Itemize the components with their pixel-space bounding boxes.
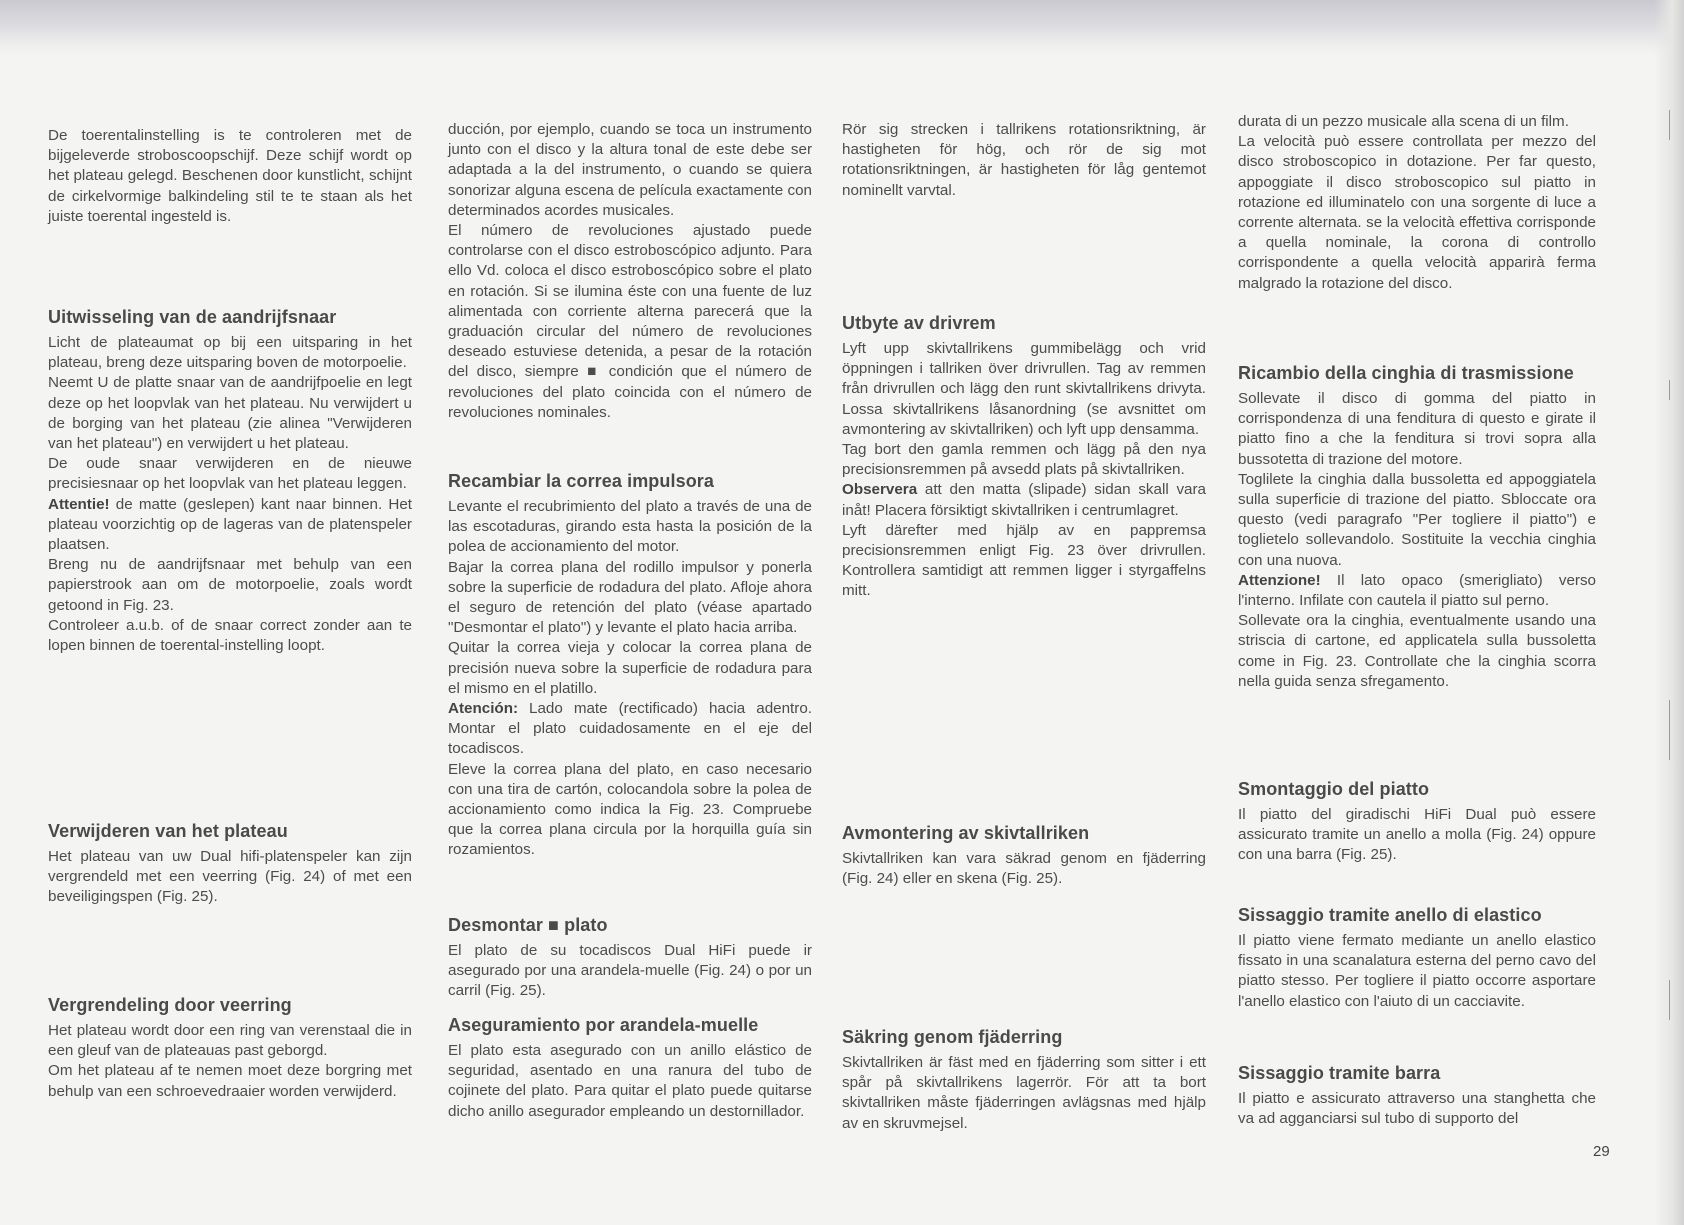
section-remove-platter — [48, 820, 412, 908]
edge-mark — [1669, 980, 1670, 1020]
page-right-edge — [1654, 0, 1684, 1225]
paragraph: Rör sig strecken i tallrikens rotationsriktning, är hastigheten för hög, och rör de sig mot rotationsriktningen, är hastigheten för låg gentemot nominellt varvtal. — [842, 121, 1206, 199]
section-heading: Avmontering av skivtallriken — [842, 823, 1090, 843]
paragraph: Sollevate ora la cinghia, eventualmente usando una striscia di cartone, ed applicatela sulla bussoletta come in Fig. 23. Controllate che la cinghia scorra nella guida senza sfregamento. — [1238, 612, 1596, 690]
intro-block — [48, 126, 412, 227]
intro-block — [1238, 112, 1596, 294]
paragraph: Lyft upp skivtallrikens gummibelägg och vrid öppningen i tallriken över drivrullen. Tag av remmen från drivrullen och lägg den runt skivtallrikens drivyta. Lossa skivtallrikens låsanordning (se avsnittet om avmontering av skivtallriken) och lyft upp densamma. — [842, 340, 1206, 438]
section-bar-lock — [1238, 1062, 1596, 1129]
paragraph: Il piatto e assicurato attraverso una stanghetta che va ad agganciarsi sul tubo di supporto del — [1238, 1090, 1596, 1128]
section-spring-ring — [48, 994, 412, 1102]
section-heading: Ricambio della cinghia di trasmissione — [1238, 363, 1574, 383]
section-heading: Desmontar ■ plato — [448, 915, 608, 935]
paragraph: Om het plateau af te nemen moet deze borgring met behulp van een schroevedraaier worden verwijderd. — [48, 1062, 412, 1100]
paragraph: Toglilete la cinghia dalla bussoletta ed appoggiatela sulla superficie di trazione del piatto. Sbloccate ora questo (vedi paragrafo "Per togliere il piatto") e toglietelo sollevandolo. Sostituite la vecchia cinghia con una nuova. — [1238, 470, 1596, 569]
paragraph — [48, 495, 412, 556]
warning-label: Attentie! — [48, 495, 110, 513]
paragraph: Quitar la correa vieja y colocar la correa plana de precisión nueva sobre la superficie de rodadura para el mismo en el platillo. — [448, 639, 812, 697]
section-heading: Aseguramiento por arandela-muelle — [448, 1015, 759, 1035]
paragraph-text: att den matta (slipade) sidan skall vara inåt! Placera försiktigt skivtallriken i centrumlagret. — [842, 481, 1206, 519]
paragraph: Lyft därefter med hjälp av en pappremsa precisionsremmen enligt Fig. 23 över drivrullen. Kontrollera samtidigt att remmen ligger i styrgaffelns mitt. — [842, 521, 1206, 600]
intro-block — [842, 120, 1206, 201]
paragraph: Breng nu de aandrijfsnaar met behulp van een papierstrook aan om de motorpoelie, zoals wordt getoond in Fig. 23. — [48, 556, 412, 614]
paragraph: Il piatto viene fermato mediante un anello elastico fissato in una scanalatura esterna del perno cavo del piatto stesso. Per togliere il piatto occorre asportare l'anello elastico con l'aiuto di un cacciavite. — [1238, 932, 1596, 1010]
paragraph: La velocità può essere controllata per mezzo del disco stroboscopico in dotazione. Per far questo, appoggiate il disco stroboscopico sul piatto in rotazione ed illuminatelo con una sorgente di luce a corrente alternata. se la velocità effettiva corrisponde a quella nominale, la corona di controllo corrispondente a quella velocità apparirà ferma malgrado la rotazione del disco. — [1238, 133, 1596, 292]
warning-label: Atención: — [448, 700, 519, 718]
section-spring-ring — [842, 1026, 1206, 1134]
section-drive-belt — [842, 312, 1206, 602]
section-remove-platter — [448, 914, 812, 1002]
page-number: 29 — [1593, 1143, 1610, 1160]
warning-label: Observera — [842, 481, 918, 499]
paragraph: El plato de su tocadiscos Dual HiFi puede ir asegurado por una arandela-muelle (Fig. 24) o por un carril (Fig. 25). — [448, 942, 812, 1000]
edge-mark — [1669, 380, 1670, 400]
section-remove-platter — [842, 822, 1206, 889]
section-drive-belt — [448, 470, 812, 861]
paragraph: El plato esta asegurado con un anillo elástico de seguridad, asentado en una ranura del tubo de cojinete del plato. Para quitar el plato puede quitarse dicho anillo asegurador empleando un destornillador. — [448, 1042, 812, 1120]
paragraph: Bajar la correa plana del rodillo impulsor y ponerla sobre la superficie de rodadura del plato. Afloje ahora el seguro de retención del plato (véase apartado "Desmontar el plato") y levante el plato hacia arriba. — [448, 558, 812, 637]
section-heading: Verwijderen van het plateau — [48, 821, 288, 841]
paragraph: De toerentalinstelling is te controleren met de bijgeleverde stroboscoopschijf. Deze schijf wordt op het plateau gelegd. Beschenen door kunstlicht, schijnt de cirkelvormige balkindeling stil te te staan als het juiste toerental ingesteld is. — [48, 127, 412, 225]
section-spring-ring — [448, 1014, 812, 1122]
edge-mark — [1669, 110, 1670, 140]
edge-mark — [1669, 700, 1670, 760]
section-drive-belt — [48, 306, 412, 656]
paragraph: Il piatto del giradischi HiFi Dual può essere assicurato tramite un anello a molla (Fig. 24) oppure con una barra (Fig. 25). — [1238, 806, 1596, 864]
paragraph: Tag bort den gamla remmen och lägg på den nya precisionsremmen på avsedd plats på skivtallriken. — [842, 441, 1206, 479]
paragraph — [842, 480, 1206, 520]
paragraph: Het plateau wordt door een ring van verenstaal die in een gleuf van de plateauas past geborgd. — [48, 1022, 412, 1060]
paragraph: El número de revoluciones ajustado puede controlarse con el disco estroboscópico adjunto. Para ello Vd. coloca el disco estroboscópico sobre el plato en rotación. Si se ilumina éste con una fuente de luz alimentada con corriente alterna parecerá que la graduación circular del número de revoluciones deseado estuviese detenida, a pesar de la rotación del disco, siempre ■ condición que el número de revoluciones del plato coincida con el número de revoluciones nominales. — [448, 222, 812, 421]
paragraph-text: de matte (geslepen) kant naar binnen. Het plateau voorzichtig op de lageras van de platenspeler plaatsen. — [48, 495, 412, 554]
paragraph: Levante el recubrimiento del plato a través de una de las escotaduras, girando esta hasta la posición de la polea de accionamiento del motor. — [448, 498, 812, 556]
section-heading: Utbyte av drivrem — [842, 313, 996, 333]
paragraph: Licht de plateaumat op bij een uitsparing in het plateau, breng deze uitsparing boven de motorpoelie. — [48, 334, 412, 372]
section-heading: Smontaggio del piatto — [1238, 779, 1430, 799]
paragraph: Eleve la correa plana del plato, en caso necesario con una tira de cartón, colocandola sobre la polea de accionamiento como indica la Fig. 23. Compruebe que la correa plana circula por la horquilla guía sin rozamientos. — [448, 760, 812, 859]
paragraph: Neemt U de platte snaar van de aandrijfpoelie en legt deze op het loopvlak van het plateau. Nu verwijdert u de borging van het plateau (zie alinea "Verwijderen van het plateau") en verwijdert u het plateau. — [48, 374, 412, 453]
intro-block — [448, 120, 812, 423]
section-heading: Sissaggio tramite anello di elastico — [1238, 905, 1542, 925]
paragraph: Sollevate il disco di gomma del piatto in corrispondenza di una fenditura di questo e girate il piatto fino a che la fenditura si trovi sopra alla bussotetta di trazione del motore. — [1238, 390, 1596, 468]
paragraph: durata di un pezzo musicale alla scena di un film. — [1238, 113, 1569, 130]
paragraph: Skivtallriken är fäst med en fjäderring som sitter i ett spår på skivtallrikens lagerrör. För att ta bort skivtallriken måste fjäderringen avlägsnas med hjälp av en skruvmejsel. — [842, 1054, 1206, 1132]
paragraph: De oude snaar verwijderen en de nieuwe precisiesnaar op het loopvlak van het plateau leggen. — [48, 455, 412, 493]
paragraph: Het plateau van uw Dual hifi-platenspeler kan zijn vergrendeld met een veerring (Fig. 24) of met een beveiligingspen (Fig. 25). — [48, 848, 412, 906]
paragraph-text: Il lato opaco (smerigliato) verso l'interno. Infilate con cautela il piatto sul perno. — [1238, 571, 1596, 610]
page-top-shadow — [0, 0, 1684, 56]
section-drive-belt — [1238, 362, 1596, 692]
paragraph — [1238, 571, 1596, 611]
paragraph-text: Lado mate (rectificado) hacia adentro. Montar el plato cuidadosamente en el eje del tocadiscos. — [448, 700, 812, 758]
section-remove-platter — [1238, 778, 1596, 866]
paragraph: Controleer a.u.b. of de snaar correct zonder aan te lopen binnen de toerental-instelling loopt. — [48, 616, 412, 655]
paragraph — [448, 699, 812, 760]
section-heading: Sissaggio tramite barra — [1238, 1063, 1441, 1083]
section-heading: Uitwisseling van de aandrijfsnaar — [48, 307, 337, 327]
section-heading: Säkring genom fjäderring — [842, 1027, 1063, 1047]
section-heading: Vergrendeling door veerring — [48, 995, 292, 1015]
warning-label: Attenzione! — [1238, 571, 1321, 589]
paragraph: ducción, por ejemplo, cuando se toca un instrumento junto con el disco y la altura tonal de este debe ser adaptada a la del instrumento, o cuando se quiera sonorizar alguna escena de película exactamente con determinados acordes musicales. — [448, 121, 812, 219]
section-spring-ring — [1238, 904, 1596, 1012]
paragraph: Skivtallriken kan vara säkrad genom en fjäderring (Fig. 24) eller en skena (Fig. 25). — [842, 850, 1206, 888]
section-heading: Recambiar la correa impulsora — [448, 471, 715, 491]
